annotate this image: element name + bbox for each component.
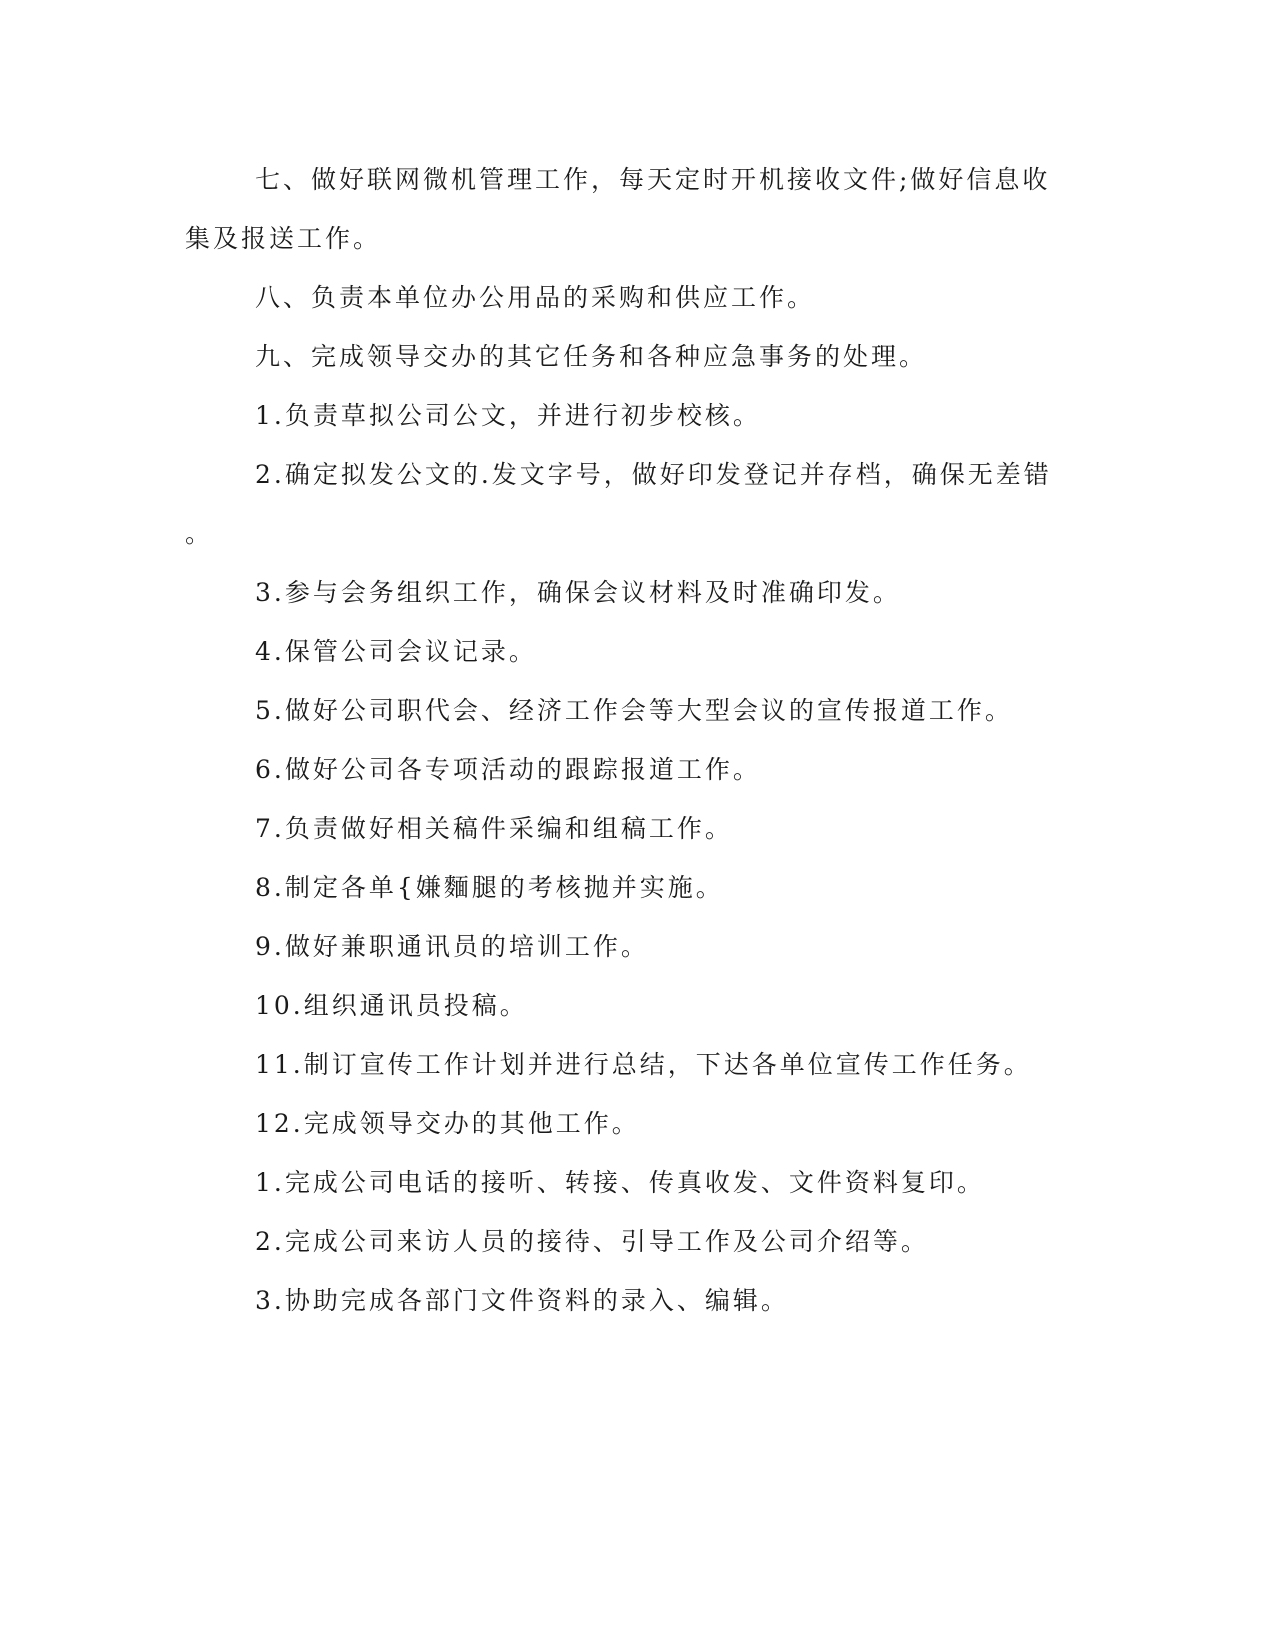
list-item-8: 8.制定各单{嫌麵腿的考核抛并实施。 [255, 873, 724, 902]
list-item-1: 1.负责草拟公司公文，并进行初步校核。 [255, 401, 761, 430]
list-item-2-line-1: 2.确定拟发公文的.发文字号，做好印发登记并存档，确保无差错 [255, 460, 1052, 489]
reception-item-1: 1.完成公司电话的接听、转接、传真收发、文件资料复印。 [255, 1168, 985, 1197]
paragraph-8: 八、负责本单位办公用品的采购和供应工作。 [255, 283, 816, 312]
list-item-12: 12.完成领导交办的其他工作。 [255, 1109, 640, 1138]
paragraph-7-line-1: 七、做好联网微机管理工作，每天定时开机接收文件;做好信息收 [255, 165, 1051, 194]
paragraph-7-line-2: 集及报送工作。 [185, 224, 382, 253]
list-item-2-line-2: 。 [185, 519, 214, 548]
list-item-3: 3.参与会务组织工作，确保会议材料及时准确印发。 [255, 578, 901, 607]
list-item-6: 6.做好公司各专项活动的跟踪报道工作。 [255, 755, 761, 784]
reception-item-2: 2.完成公司来访人员的接待、引导工作及公司介绍等。 [255, 1227, 929, 1256]
paragraph-9: 九、完成领导交办的其它任务和各种应急事务的处理。 [255, 342, 928, 371]
list-item-10: 10.组织通讯员投稿。 [255, 991, 528, 1020]
reception-item-3: 3.协助完成各部门文件资料的录入、编辑。 [255, 1286, 789, 1315]
list-item-7: 7.负责做好相关稿件采编和组稿工作。 [255, 814, 733, 843]
list-item-9: 9.做好兼职通讯员的培训工作。 [255, 932, 649, 961]
list-item-11: 11.制订宣传工作计划并进行总结，下达各单位宣传工作任务。 [255, 1050, 1032, 1079]
list-item-4: 4.保管公司会议记录。 [255, 637, 537, 666]
list-item-5: 5.做好公司职代会、经济工作会等大型会议的宣传报道工作。 [255, 696, 1013, 725]
